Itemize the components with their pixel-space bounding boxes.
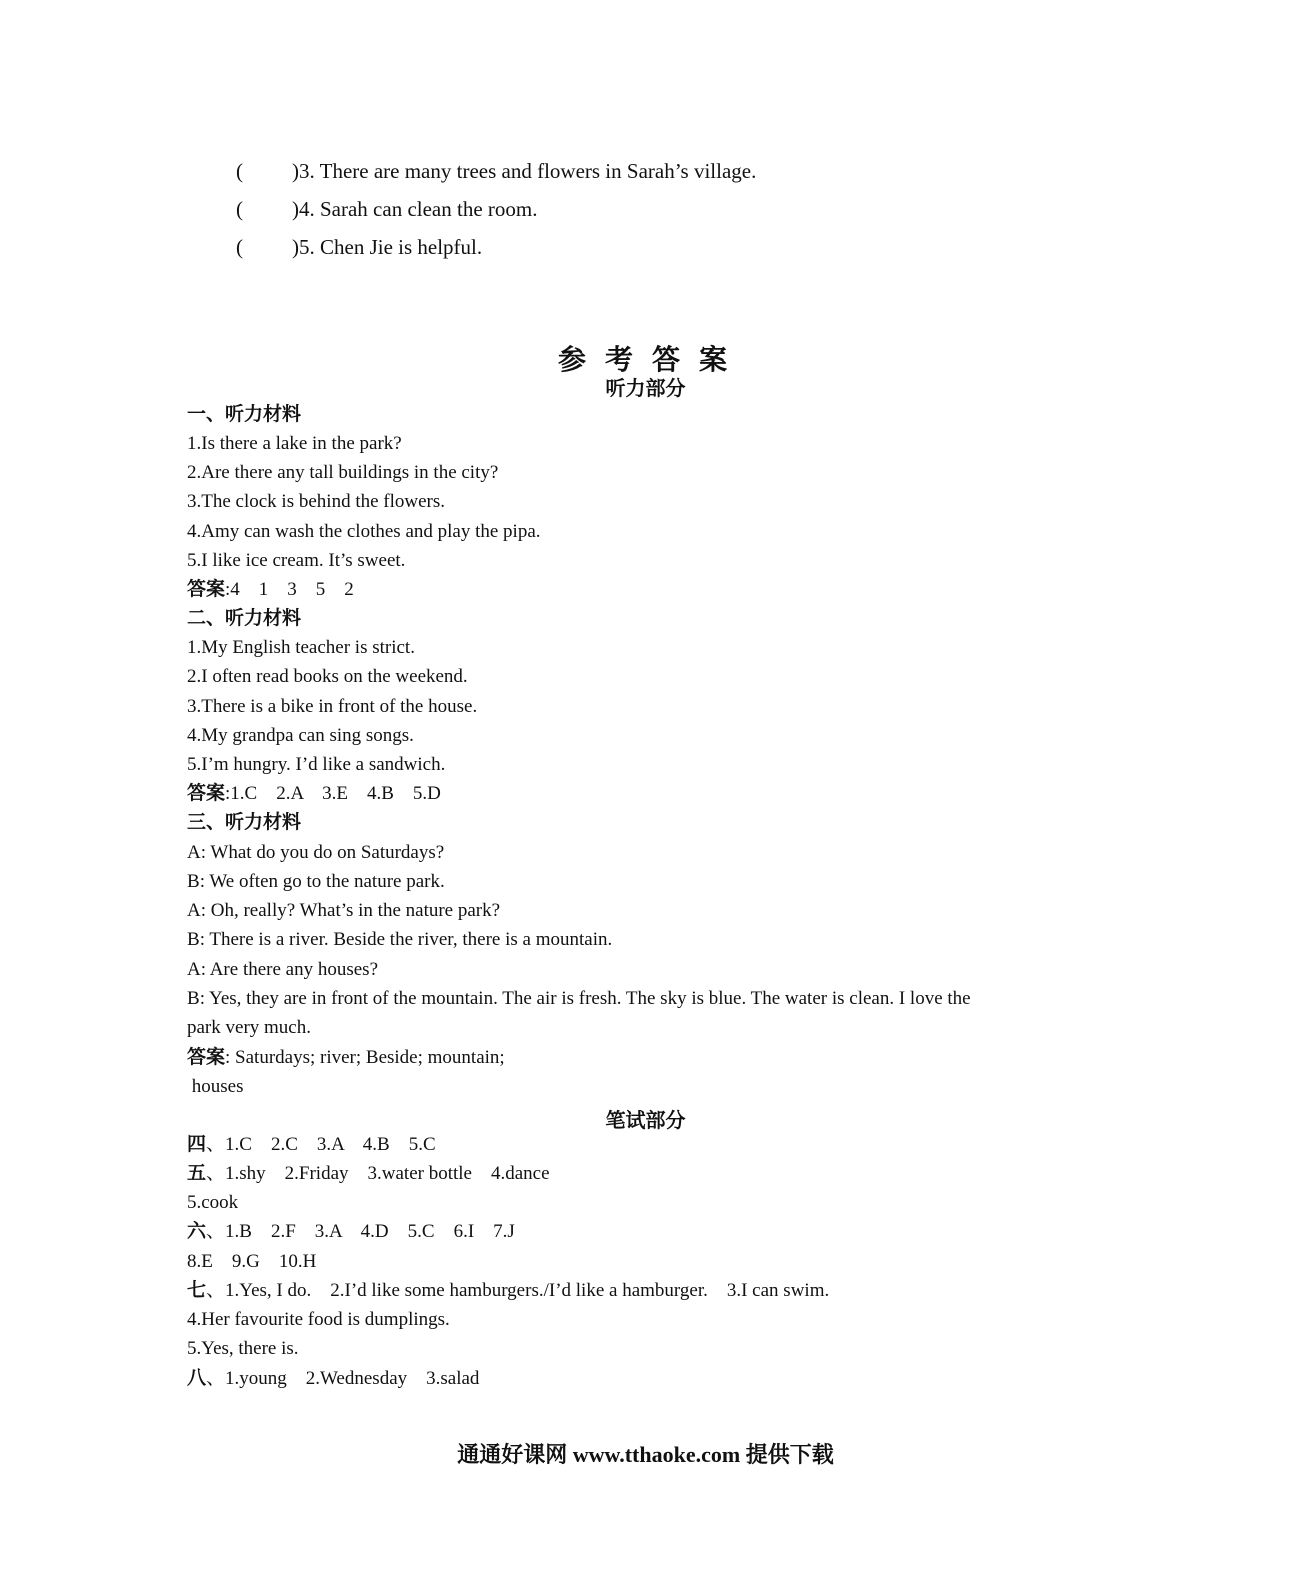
speaker: B bbox=[187, 988, 200, 1009]
dialogue-continuation: park very much. bbox=[187, 1017, 311, 1038]
written-text: 、1.C 2.C 3.A 4.B 5.C bbox=[206, 1134, 436, 1155]
written-label: 八 bbox=[187, 1368, 207, 1389]
written-label: 五 bbox=[187, 1163, 207, 1184]
answer-value: : Saturdays; river; Beside; mountain; bbox=[225, 1047, 505, 1068]
written-answer-6 bbox=[187, 1221, 515, 1243]
listening-line: 4.Amy can wash the clothes and play the pipa. bbox=[187, 521, 541, 542]
section-heading-2: 二、听力材料 bbox=[187, 608, 302, 629]
written-answer-7-cont bbox=[187, 1309, 450, 1331]
dialogue-line bbox=[187, 900, 500, 922]
written-label: 四 bbox=[187, 1134, 207, 1155]
dialogue-line bbox=[187, 988, 971, 1010]
written-section-title: 笔试部分 bbox=[605, 1110, 686, 1132]
listening-line: 3.The clock is behind the flowers. bbox=[187, 491, 446, 512]
dialogue-text: : Oh, really? What’s in the nature park? bbox=[200, 900, 501, 921]
written-text: 5.cook bbox=[187, 1192, 239, 1213]
answer-label: 答案 bbox=[187, 579, 226, 600]
written-text: 、1.Yes, I do. 2.I’d like some hamburgers./I’d like a hamburger. 3.I can swim. bbox=[206, 1280, 830, 1301]
section-heading-3: 三、听力材料 bbox=[187, 812, 302, 833]
written-answer-5-cont bbox=[187, 1192, 238, 1214]
answer-line-3 bbox=[187, 1047, 505, 1069]
listening-line: 5.I like ice cream. It’s sweet. bbox=[187, 550, 406, 571]
tf-text: )3. There are many trees and flowers in Sarah’s village. bbox=[292, 159, 757, 183]
tf-paren: ( bbox=[236, 235, 243, 259]
listening-line: 4.My grandpa can sing songs. bbox=[187, 725, 414, 746]
tf-item-5 bbox=[236, 235, 482, 259]
listening-line: 5.I’m hungry. I’d like a sandwich. bbox=[187, 754, 446, 775]
answer-label: 答案 bbox=[187, 1047, 226, 1068]
written-label: 七 bbox=[187, 1280, 207, 1301]
written-answer-7 bbox=[187, 1280, 829, 1302]
written-text: 4.Her favourite food is dumplings. bbox=[187, 1309, 450, 1330]
written-answer-8 bbox=[187, 1368, 479, 1390]
speaker: A bbox=[187, 900, 201, 921]
tf-item-4 bbox=[236, 197, 537, 221]
listening-line: 1.My English teacher is strict. bbox=[187, 637, 415, 658]
answer-line-1 bbox=[187, 579, 354, 601]
written-text: 、1.B 2.F 3.A 4.D 5.C 6.I 7.J bbox=[206, 1221, 515, 1242]
listening-line: 3.There is a bike in front of the house. bbox=[187, 696, 478, 717]
answer-line-2 bbox=[187, 783, 441, 805]
written-text: 、1.young 2.Wednesday 3.salad bbox=[206, 1368, 480, 1389]
dialogue-text: : What do you do on Saturdays? bbox=[200, 842, 445, 863]
tf-item-3 bbox=[236, 159, 756, 183]
written-text: 5.Yes, there is. bbox=[187, 1338, 299, 1359]
listening-line: 2.Are there any tall buildings in the city? bbox=[187, 462, 499, 483]
listening-line: 2.I often read books on the weekend. bbox=[187, 666, 468, 687]
written-answer-4 bbox=[187, 1134, 436, 1156]
tf-paren: ( bbox=[236, 197, 243, 221]
speaker: B bbox=[187, 871, 200, 892]
speaker: A bbox=[187, 842, 201, 863]
tf-paren: ( bbox=[236, 159, 243, 183]
answer-label: 答案 bbox=[187, 783, 226, 804]
written-answer-5 bbox=[187, 1163, 550, 1185]
section-heading-1: 一、听力材料 bbox=[187, 404, 302, 425]
dialogue-text: : We often go to the nature park. bbox=[199, 871, 445, 892]
dialogue-line bbox=[187, 929, 612, 951]
dialogue-text: : Yes, they are in front of the mountain. The air is fresh. The sky is blue. The water is clean. I love the bbox=[199, 988, 971, 1009]
dialogue-text: : There is a river. Beside the river, there is a mountain. bbox=[199, 929, 613, 950]
answer-continuation: houses bbox=[187, 1076, 244, 1097]
dialogue-line bbox=[187, 871, 445, 893]
answer-value: :1.C 2.A 3.E 4.B 5.D bbox=[225, 783, 441, 804]
written-answer-6-cont bbox=[187, 1251, 316, 1273]
written-label: 六 bbox=[187, 1221, 207, 1242]
tf-text: )4. Sarah can clean the room. bbox=[292, 197, 538, 221]
written-text: 、1.shy 2.Friday 3.water bottle 4.dance bbox=[206, 1163, 550, 1184]
dialogue-line bbox=[187, 842, 444, 864]
written-text: 8.E 9.G 10.H bbox=[187, 1251, 317, 1272]
speaker: A bbox=[187, 959, 201, 980]
written-answer-7-cont2 bbox=[187, 1338, 299, 1360]
footer-download-note: 通通好课网 www.tthaoke.com 提供下载 bbox=[457, 1442, 834, 1467]
answers-title: 参 考 答 案 bbox=[557, 345, 733, 376]
tf-text: )5. Chen Jie is helpful. bbox=[292, 235, 483, 259]
listening-section-title: 听力部分 bbox=[605, 378, 686, 400]
dialogue-text: : Are there any houses? bbox=[200, 959, 379, 980]
dialogue-line bbox=[187, 959, 378, 981]
answer-value: :4 1 3 5 2 bbox=[225, 579, 354, 600]
speaker: B bbox=[187, 929, 200, 950]
listening-line: 1.Is there a lake in the park? bbox=[187, 433, 402, 454]
